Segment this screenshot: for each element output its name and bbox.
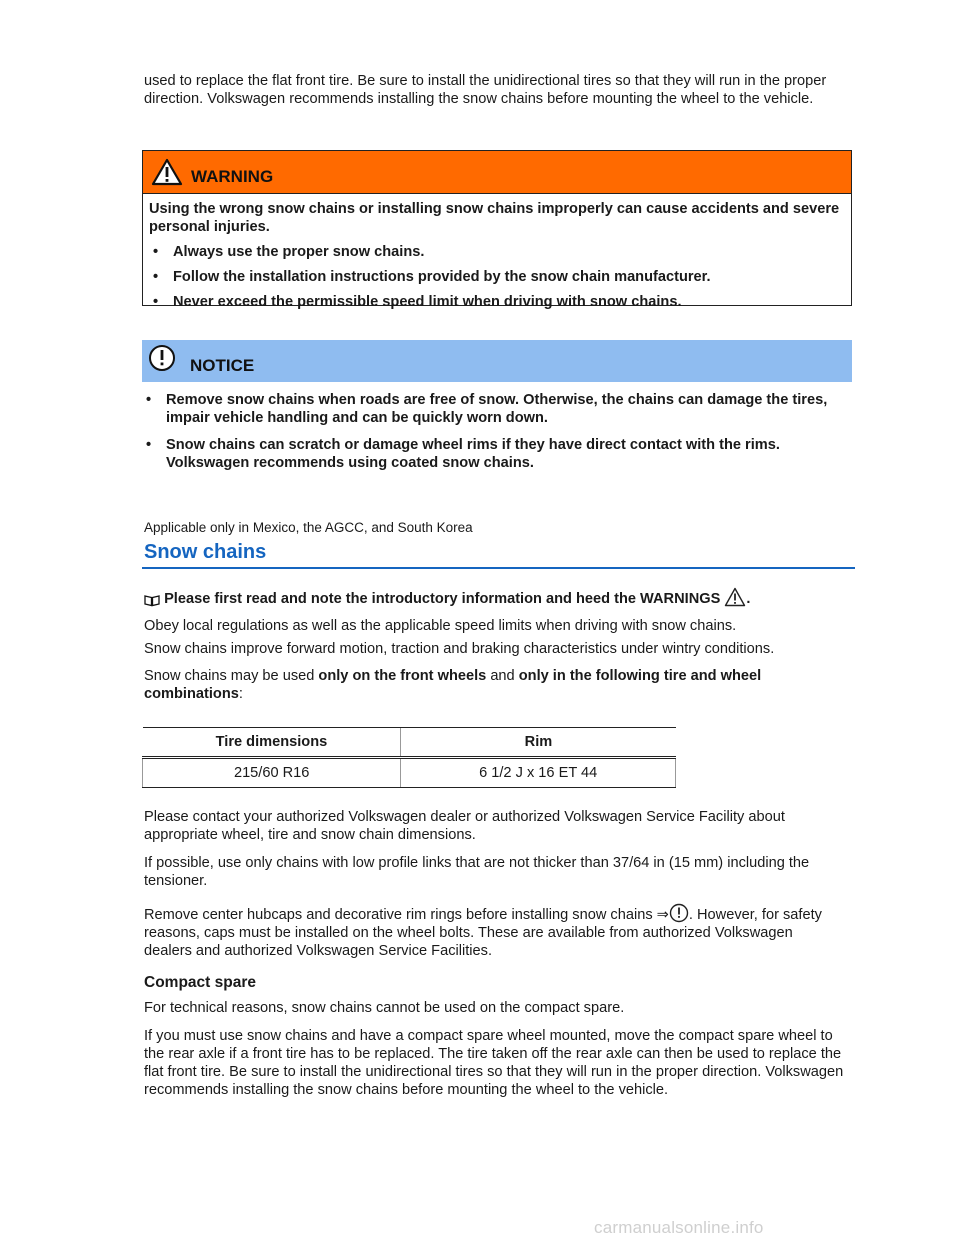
- warning-box: [142, 150, 852, 310]
- warning-body: [143, 194, 851, 311]
- section-title: Snow chains: [144, 541, 267, 563]
- notice-exclamation-icon[interactable]: [669, 903, 689, 923]
- paragraph-profile: If possible, use only chains with low profile links that are not thicker than 37/64 in (15 mm) including the tensioner.: [144, 855, 810, 889]
- notice-title: NOTICE: [190, 356, 255, 375]
- paragraph-remove: Remove center hubcaps and decorative rim rings before installing snow chains ⇒ . However, for safety reasons, caps must be installed on the wheel bolts. These are available from authorized Volkswagen dealers and authorized Volkswagen Service Facilities.: [144, 903, 844, 960]
- warning-triangle-icon: [151, 158, 183, 186]
- subsection-title: Compact spare: [144, 974, 256, 991]
- table-cell: 6 1/2 J x 16 ET 44: [401, 758, 676, 788]
- table-row: [143, 758, 676, 788]
- notice-body: [144, 391, 844, 479]
- warning-intro: Using the wrong snow chains or installing snow chains improperly can cause accidents and severe personal injuries.: [149, 201, 840, 235]
- watermark: carmanualsonline.info: [594, 1218, 764, 1237]
- warning-title: WARNING: [191, 167, 274, 186]
- notice-exclamation-icon: [148, 344, 176, 372]
- tire-rim-table: [142, 727, 676, 788]
- warning-bullet: • Always use the proper snow chains.: [153, 244, 425, 260]
- applicability-note: Applicable only in Mexico, the AGCC, and South Korea: [144, 520, 473, 535]
- book-icon: [144, 593, 160, 607]
- paragraph-compact-2: If you must use snow chains and have a compact spare wheel mounted, move the compact spare wheel to the rear axle if a front tire has to be replaced. The tire taken off the rear axle can then be used to replace the flat front tire. Be sure to install the unidirectional tires so that they will run in the proper direction. Volkswagen recommends installing the snow chains before mounting the wheel to the vehicle.: [144, 1028, 844, 1098]
- table-header-cell: Rim: [401, 728, 676, 758]
- paragraph-improve: Snow chains improve forward motion, traction and braking characteristics under wintry conditions.: [144, 641, 775, 657]
- warning-bullet: • Never exceed the permissible speed limit when driving with snow chains.: [153, 294, 682, 310]
- notice-header: [142, 340, 852, 382]
- table-header-row: [143, 728, 676, 758]
- notice-bullet: • Snow chains can scratch or damage wheel rims if they have direct contact with the rims. Volkswagen recommends using coated snow chains.: [146, 437, 780, 471]
- paragraph-may-be-used: Snow chains may be used only on the front wheels and only in the following tire and wheel combinations:: [144, 668, 762, 702]
- warning-header: [143, 151, 851, 194]
- warning-bullet: • Follow the installation instructions provided by the snow chain manufacturer.: [153, 269, 711, 285]
- paragraph-contact: Please contact your authorized Volkswagen dealer or authorized Volkswagen Service Facility about appropriate wheel, tire and snow chain dimensions.: [144, 809, 785, 843]
- notice-bullet: • Remove snow chains when roads are free of snow. Otherwise, the chains can damage the tires, impair vehicle handling and can be quickly worn down.: [146, 392, 828, 426]
- warning-triangle-icon[interactable]: [724, 587, 746, 607]
- continued-paragraph: used to replace the flat front tire. Be sure to install the unidirectional tires so that they will run in the proper direction. Volkswagen recommends installing the snow chains before mounting the wheel to the vehicle.: [144, 73, 827, 107]
- paragraph-obey: Obey local regulations as well as the applicable speed limits when driving with snow chains.: [144, 618, 737, 634]
- section-divider: [142, 567, 855, 569]
- table-cell: 215/60 R16: [143, 758, 401, 788]
- table-header-cell: Tire dimensions: [143, 728, 401, 758]
- paragraph-compact-1: For technical reasons, snow chains cannot be used on the compact spare.: [144, 1000, 625, 1016]
- read-note: Please first read and note the introductory information and heed the WARNINGS .: [144, 587, 844, 608]
